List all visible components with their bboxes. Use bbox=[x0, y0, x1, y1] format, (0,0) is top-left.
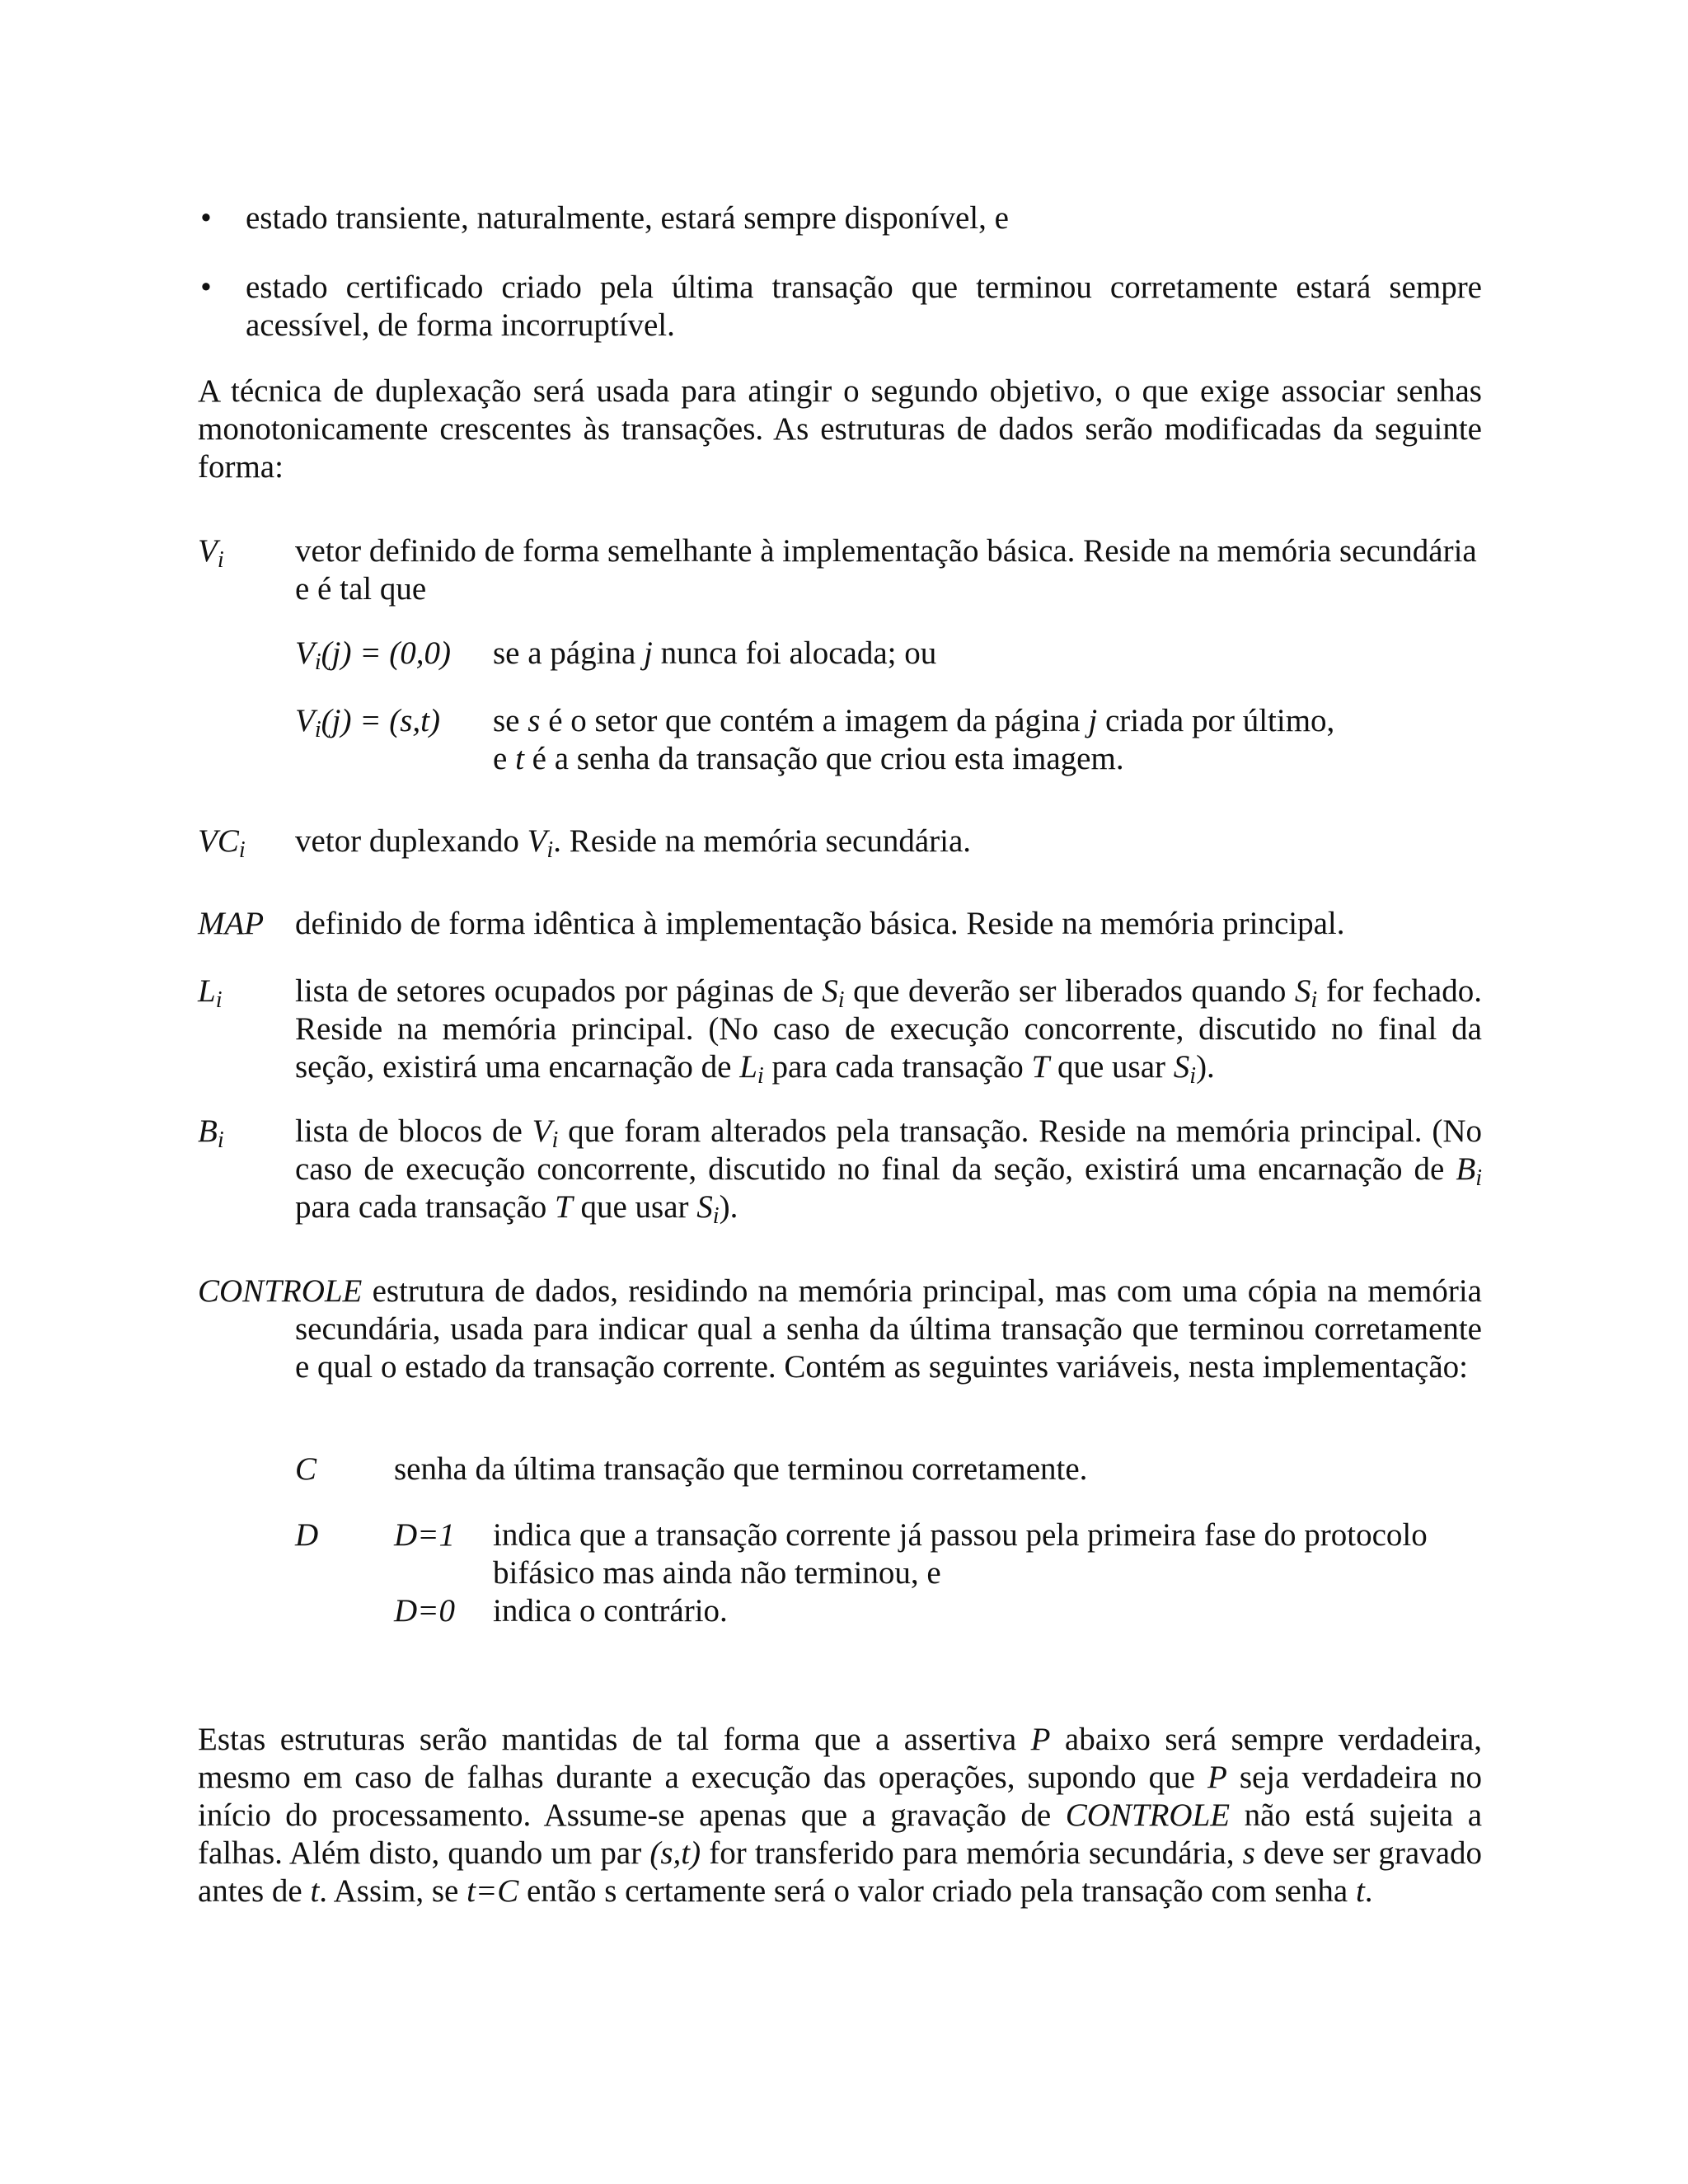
controle-description: CONTROLE estrutura de dados, residindo na memória principal, mas com uma cópia na memória secundária, usada para indicar qual a senha da última transação que terminou corretamente e qual o estado da transação corrente. Contém as seguintes variáveis, nesta implementação: bbox=[198, 1273, 1482, 1385]
vi-case-lhs: $V_i(j) = (0,0)$ bbox=[295, 635, 451, 676]
vi-symbol: $V_i$ bbox=[198, 533, 224, 574]
controle-d1-line: bifásico mas ainda não terminou, e bbox=[493, 1555, 941, 1591]
li-symbol: $L_i$ bbox=[198, 973, 223, 1014]
controle-d1-symbol: D=1 bbox=[394, 1517, 455, 1553]
bullet-item: estado transiente, naturalmente, estará sempre disponível, e bbox=[246, 200, 1009, 236]
bi-description: lista de blocos de $V_i$ que foram alterados pela transação. Reside na memória principal. (No caso de execução concorrente, discutido no final da seção, existirá uma encarnação de $B_i$ para cada transação T que usar $S_i$). bbox=[295, 1113, 1482, 1230]
controle-d0-symbol: D=0 bbox=[394, 1593, 455, 1629]
li-description: lista de setores ocupados por páginas de $S_i$ que deverão ser liberados quando $S_i$ for fechado. Reside na memória principal. (No caso de execução concorrente, discutido no final da seção, existirá uma encarnação de $L_i$ para cada transação T que usar $S_i$). bbox=[295, 973, 1482, 1090]
vci-description: vetor duplexando $V_i$. Reside na memória secundária. bbox=[295, 823, 972, 864]
map-symbol: MAP bbox=[198, 906, 265, 941]
vi-case-rhs bbox=[493, 702, 1482, 778]
bullet-dot: • bbox=[200, 200, 212, 236]
vi-case-rhs-line: se s é o setor que contém a imagem da página j criada por último, bbox=[493, 703, 1335, 738]
vi-case-lhs: $V_i(j) = (s,t)$ bbox=[295, 703, 441, 743]
vci-symbol: $VC_i$ bbox=[198, 823, 246, 864]
bullet-item: estado certificado criado pela última transação que terminou corretamente estará sempre acessível, de forma incorruptível. bbox=[246, 269, 1482, 343]
final-paragraph: Estas estruturas serão mantidas de tal forma que a assertiva P abaixo será sempre verdadeira, mesmo em caso de falhas durante a execução das operações, supondo que P seja verdadeira no início do processamento. Assume-se apenas que a gravação de CONTROLE não está sujeita a falhas. Além disto, quando um par (s,t) for transferido para memória secundária, s deve ser gravado antes de t. Assim, se t=C então s certamente será o valor criado pela transação com senha t. bbox=[198, 1722, 1483, 1909]
bi-symbol: $B_i$ bbox=[198, 1113, 224, 1154]
map-description: definido de forma idêntica à implementação básica. Reside na memória principal. bbox=[295, 906, 1345, 941]
controle-d1-description bbox=[493, 1516, 1482, 1592]
controle-d1-line: indica que a transação corrente já passou pela primeira fase do protocolo bbox=[493, 1517, 1428, 1553]
vi-case-rhs-line: e t é a senha da transação que criou esta imagem. bbox=[493, 741, 1124, 776]
controle-d-symbol: D bbox=[295, 1517, 319, 1553]
bullet-dot: • bbox=[200, 269, 212, 305]
intro-paragraph: A técnica de duplexação será usada para atingir o segundo objetivo, o que exige associar senhas monotonicamente crescentes às transações. As estruturas de dados serão modificadas da seguinte forma: bbox=[198, 373, 1482, 485]
vi-description: vetor definido de forma semelhante à implementação básica. Reside na memória secundária e é tal que bbox=[295, 533, 1477, 607]
vi-case-rhs: se a página j nunca foi alocada; ou bbox=[493, 635, 937, 671]
controle-d0-description: indica o contrário. bbox=[493, 1593, 728, 1629]
controle-c-symbol: C bbox=[295, 1451, 317, 1487]
controle-c-description: senha da última transação que terminou corretamente. bbox=[394, 1451, 1088, 1487]
